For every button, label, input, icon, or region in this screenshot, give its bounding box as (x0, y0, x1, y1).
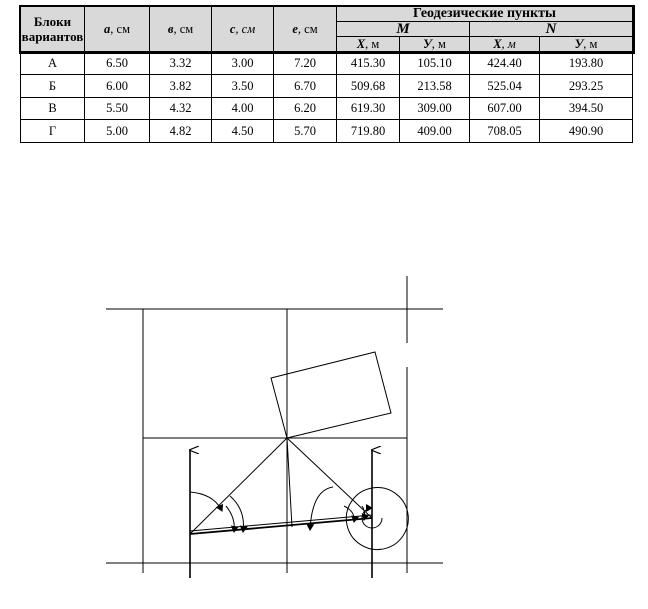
cell-b: 3.82 (150, 74, 212, 97)
cell-c: 4.00 (212, 97, 274, 120)
header-point-n: N (470, 22, 633, 37)
angle-arc-n-2 (362, 506, 365, 520)
cell-m-y: 409.00 (400, 120, 470, 143)
header-a: а, см (85, 7, 150, 52)
header-c: с, см (212, 7, 274, 52)
cell-n-y: 193.80 (540, 52, 633, 75)
header-n-y: У, м (540, 37, 633, 52)
cell-c: 3.50 (212, 74, 274, 97)
header-e: е, см (274, 7, 337, 52)
cell-n-y: 394.50 (540, 97, 633, 120)
table-row (21, 74, 633, 97)
ray-to-n (287, 438, 372, 518)
cell-a: 5.50 (85, 97, 150, 120)
cell-b: 3.32 (150, 52, 212, 75)
cell-a: 6.00 (85, 74, 150, 97)
building-outline (271, 352, 391, 438)
baseline-mn (190, 518, 372, 534)
cell-e: 5.70 (274, 120, 337, 143)
cell-n-x: 607.00 (470, 97, 540, 120)
cell-a: 6.50 (85, 52, 150, 75)
cell-b: 4.32 (150, 97, 212, 120)
cell-block: Г (21, 120, 85, 143)
header-n-x: Х, м (470, 37, 540, 52)
cell-e: 7.20 (274, 52, 337, 75)
angle-circle-n-inner (362, 508, 382, 528)
header-geo-points: Геодезические пункты (337, 7, 633, 22)
cell-m-y: 105.10 (400, 52, 470, 75)
cell-c: 3.00 (212, 52, 274, 75)
cell-m-x: 719.80 (337, 120, 400, 143)
cell-m-y: 213.58 (400, 74, 470, 97)
cell-n-y: 490.90 (540, 120, 633, 143)
cell-n-x: 708.05 (470, 120, 540, 143)
cell-block: А (21, 52, 85, 75)
header-blocks: Блоки вариантов (21, 7, 85, 52)
cell-n-x: 424.40 (470, 52, 540, 75)
angle-arc-n-1 (344, 506, 354, 522)
cell-block: Б (21, 74, 85, 97)
cell-a: 5.00 (85, 120, 150, 143)
header-b: в, см (150, 7, 212, 52)
cell-b: 4.82 (150, 120, 212, 143)
header-m-y: У, м (400, 37, 470, 52)
table-row (21, 97, 633, 120)
angle-arc-center (310, 487, 333, 530)
cell-c: 4.50 (212, 120, 274, 143)
cell-m-x: 509.68 (337, 74, 400, 97)
table-row (21, 52, 633, 75)
ray-vertical (287, 438, 292, 527)
header-m-x: Х, м (337, 37, 400, 52)
header-point-m: М (337, 22, 470, 37)
cell-m-y: 309.00 (400, 97, 470, 120)
angle-arc-m-2 (230, 496, 243, 532)
angle-arc-m-1 (190, 492, 222, 511)
cell-m-x: 415.30 (337, 52, 400, 75)
cell-n-x: 525.04 (470, 74, 540, 97)
cell-block: В (21, 97, 85, 120)
baseline-mn-inner (190, 515, 372, 531)
angle-arc-m-3 (226, 506, 234, 532)
cell-e: 6.70 (274, 74, 337, 97)
cell-n-y: 293.25 (540, 74, 633, 97)
table-row (21, 120, 633, 143)
cell-m-x: 619.30 (337, 97, 400, 120)
angle-circle-n (346, 488, 408, 550)
cell-e: 6.20 (274, 97, 337, 120)
ray-to-m (190, 438, 287, 534)
variants-table (20, 6, 633, 143)
